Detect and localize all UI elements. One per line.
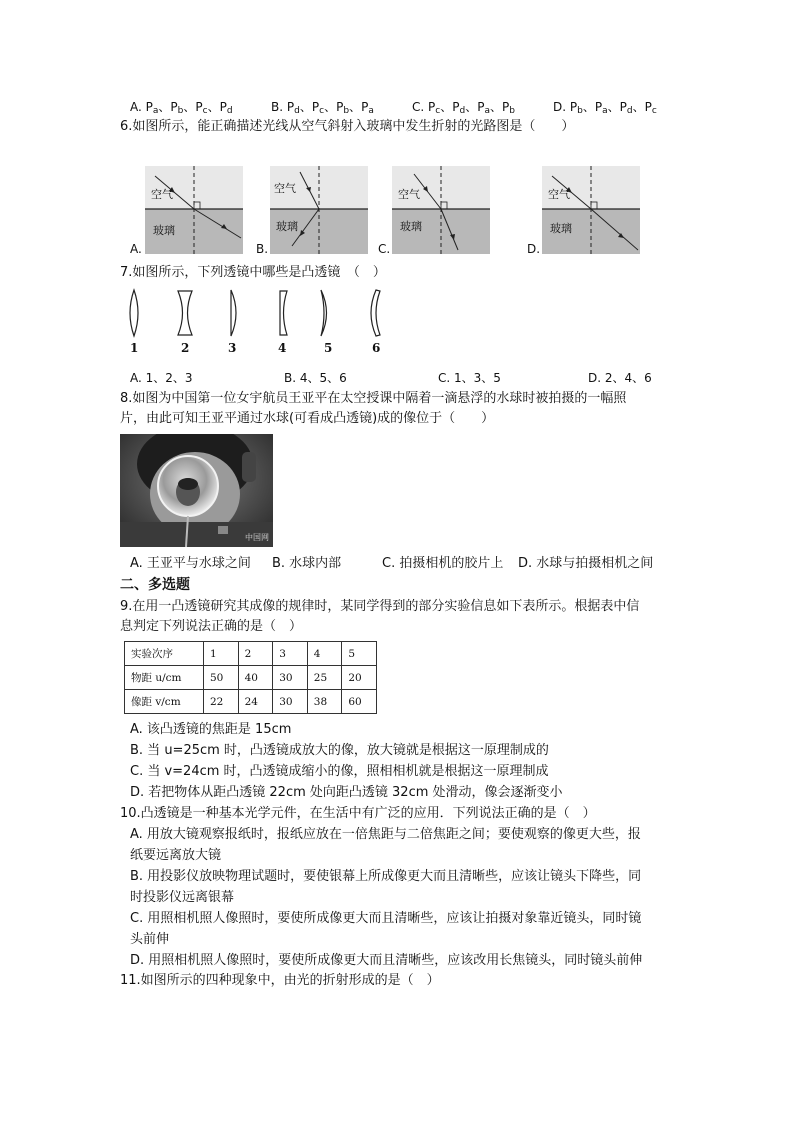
q9-option-a: A. 该凸透镜的焦距是 15cm [130,722,292,737]
option-letter: A. [130,100,146,114]
q7-stem: 7.如图所示，下列透镜中哪些是凸透镜 （ ） [120,265,386,280]
lens-number-3: 3 [228,341,237,355]
q8-option-d: D. 水球与拍摄相机之间 [518,556,654,571]
q7-option-d: D. 2、4、6 [588,371,652,385]
photo-watermark: 中国网 [245,533,269,542]
q8-stem-line1: 8.如图为中国第一位女宇航员王亚平在太空授课中隔着一滴悬浮的水球时被拍摄的一幅照 [120,391,627,406]
air-label: 空气 [151,188,173,201]
lens-number-1: 1 [130,341,139,355]
lens-shapes [120,288,395,340]
q7-lenses [120,288,395,344]
q9-stem-line2: 息判定下列说法正确的是（ ） [120,619,303,634]
q11-stem: 11.如图所示的四种现象中，由光的折射形成的是（ ） [120,973,440,988]
q7-option-b: B. 4、5、6 [284,371,347,385]
glass-label: 玻璃 [153,224,175,237]
section-heading-multiple-choice: 二、多选题 [120,577,190,593]
q9-option-c: C. 当 v=24cm 时，凸透镜成缩小的像，照相相机就是根据这一原理制成 [130,764,549,779]
point-label: $P_b$ [502,100,515,116]
lens-1-biconvex [130,290,138,336]
q9-option-d: D. 若把物体从距凸透镜 22cm 处向距凸透镜 32cm 处滑动，像会逐渐变小 [130,785,563,800]
air-label: 空气 [548,188,570,201]
glass-label: 玻璃 [400,220,422,233]
q9-experiment-table [124,641,377,714]
option-letter: D. [553,100,570,114]
table-cell: 2 [238,642,273,666]
q10-option-d: D. 用照相机照人像照时，要使所成像更大而且清晰些，应该改用长焦镜头，同时镜头前伸 [130,953,643,968]
q5-option-d: D. $P_b$、$P_a$、$P_d$、$P_c$ [553,100,657,116]
table-cell: 22 [204,690,239,714]
refraction-diagram-c [392,166,490,254]
refraction-diagram-d [542,166,640,254]
q6-diagram-a [145,166,243,258]
point-label: $P_c$ [644,100,657,116]
q7-option-c: C. 1、3、5 [438,371,501,385]
q8-photo [120,434,273,547]
table-cell: 3 [273,642,308,666]
refraction-diagram-a [145,166,243,254]
q10-stem: 10.凸透镜是一种基本光学元件，在生活中有广泛的应用．下列说法正确的是（ ） [120,806,596,821]
point-label: $P_d$ [452,100,466,116]
q6-diagram-d [542,166,640,258]
q8-option-c: C. 拍摄相机的胶片上 [382,556,504,571]
option-letter: B. [271,100,287,114]
point-label: $P_b$ [336,100,350,116]
lens-number-4: 4 [278,341,287,355]
lens-number-5: 5 [324,341,333,355]
table-cell: 30 [273,690,308,714]
q5-option-c: C. $P_c$、$P_d$、$P_a$、$P_b$ [412,100,515,116]
point-label: $P_d$ [286,100,300,116]
q8-option-b: B. 水球内部 [272,556,342,571]
table-cell: 38 [307,690,342,714]
q6-label-d: D. [527,242,541,256]
lens-number-6: 6 [372,341,381,355]
table-cell: 实验次序 [125,642,204,666]
table-cell: 60 [342,690,377,714]
point-label: $P_c$ [195,100,208,116]
table-cell: 24 [238,690,273,714]
table-cell: 4 [307,642,342,666]
lens-3-planoconvex [231,290,236,336]
q5-option-a: A. $P_a$、$P_b$、$P_c$、$P_d$ [130,100,233,116]
table-cell: 30 [273,666,308,690]
q10-option-a-line2: 纸要远离放大镜 [130,848,222,863]
option-letter: C. [412,100,429,114]
q6-label-b: B. [256,242,269,256]
astronaut-water-ball-photo [120,434,273,547]
point-label: $P_b$ [569,100,583,116]
q6-label-a: A. [130,242,142,256]
table-cell: 40 [238,666,273,690]
q6-diagram-b [270,166,368,258]
air-label: 空气 [398,188,420,201]
table-cell: 1 [204,642,239,666]
point-label: $P_b$ [170,100,184,116]
point-label: $P_d$ [219,100,233,116]
lens-2-biconcave [178,291,192,335]
air-label: 空气 [274,182,296,195]
q8-option-a: A. 王亚平与水球之间 [130,556,251,571]
table-cell: 5 [342,642,377,666]
glass-label: 玻璃 [276,220,298,233]
q6-diagram-c [392,166,490,258]
lens-number-2: 2 [181,341,190,355]
q10-option-c-line2: 头前伸 [130,932,170,947]
point-label: $P_a$ [145,100,159,116]
point-label: $P_a$ [361,100,374,116]
q9-option-b: B. 当 u=25cm 时，凸透镜成放大的像，放大镜就是根据这一原理制成的 [130,743,549,758]
lens-4-planoconcave [280,291,287,335]
q8-stem-line2: 片，由此可知王亚平通过水球(可看成凸透镜)成的像位于（ ） [120,411,495,426]
table-row [125,690,377,714]
table-row [125,642,377,666]
point-label: $P_a$ [477,100,490,116]
glass-label: 玻璃 [550,222,572,235]
table-cell: 25 [307,666,342,690]
q6-stem: 6.如图所示，能正确描述光线从空气斜射入玻璃中发生折射的光路图是（ ） [120,119,575,134]
table-cell: 20 [342,666,377,690]
table-cell: 物距 u/cm [125,666,204,690]
q5-option-b: B. $P_d$、$P_c$、$P_b$、$P_a$ [271,100,374,116]
q9-stem-line1: 9.在用一凸透镜研究其成像的规律时，某同学得到的部分实验信息如下表所示。根据表中信 [120,599,640,614]
q10-option-a-line1: A. 用放大镜观察报纸时，报纸应放在一倍焦距与二倍焦距之间；要使观察的像更大些，报 [130,827,641,842]
table-cell: 50 [204,666,239,690]
point-label: $P_d$ [619,100,633,116]
q10-option-b-line1: B. 用投影仪放映物理试题时，要使银幕上所成像更大而且清晰些，应该让镜头下降些，同 [130,869,642,884]
point-label: $P_c$ [311,100,325,116]
point-label: $P_a$ [594,100,608,116]
table-row [125,666,377,690]
q7-option-a: A. 1、2、3 [130,371,193,385]
q10-option-c-line1: C. 用照相机照人像照时，要使所成像更大而且清晰些，应该让拍摄对象靠近镜头，同时镜 [130,911,642,926]
q6-label-c: C. [378,242,391,256]
table-cell: 像距 v/cm [125,690,204,714]
lens-6-meniscus-concave [371,290,380,336]
point-label: $P_c$ [428,100,441,116]
lens-5-meniscus-convex [321,290,327,336]
q10-option-b-line2: 时投影仪远离银幕 [130,890,235,905]
